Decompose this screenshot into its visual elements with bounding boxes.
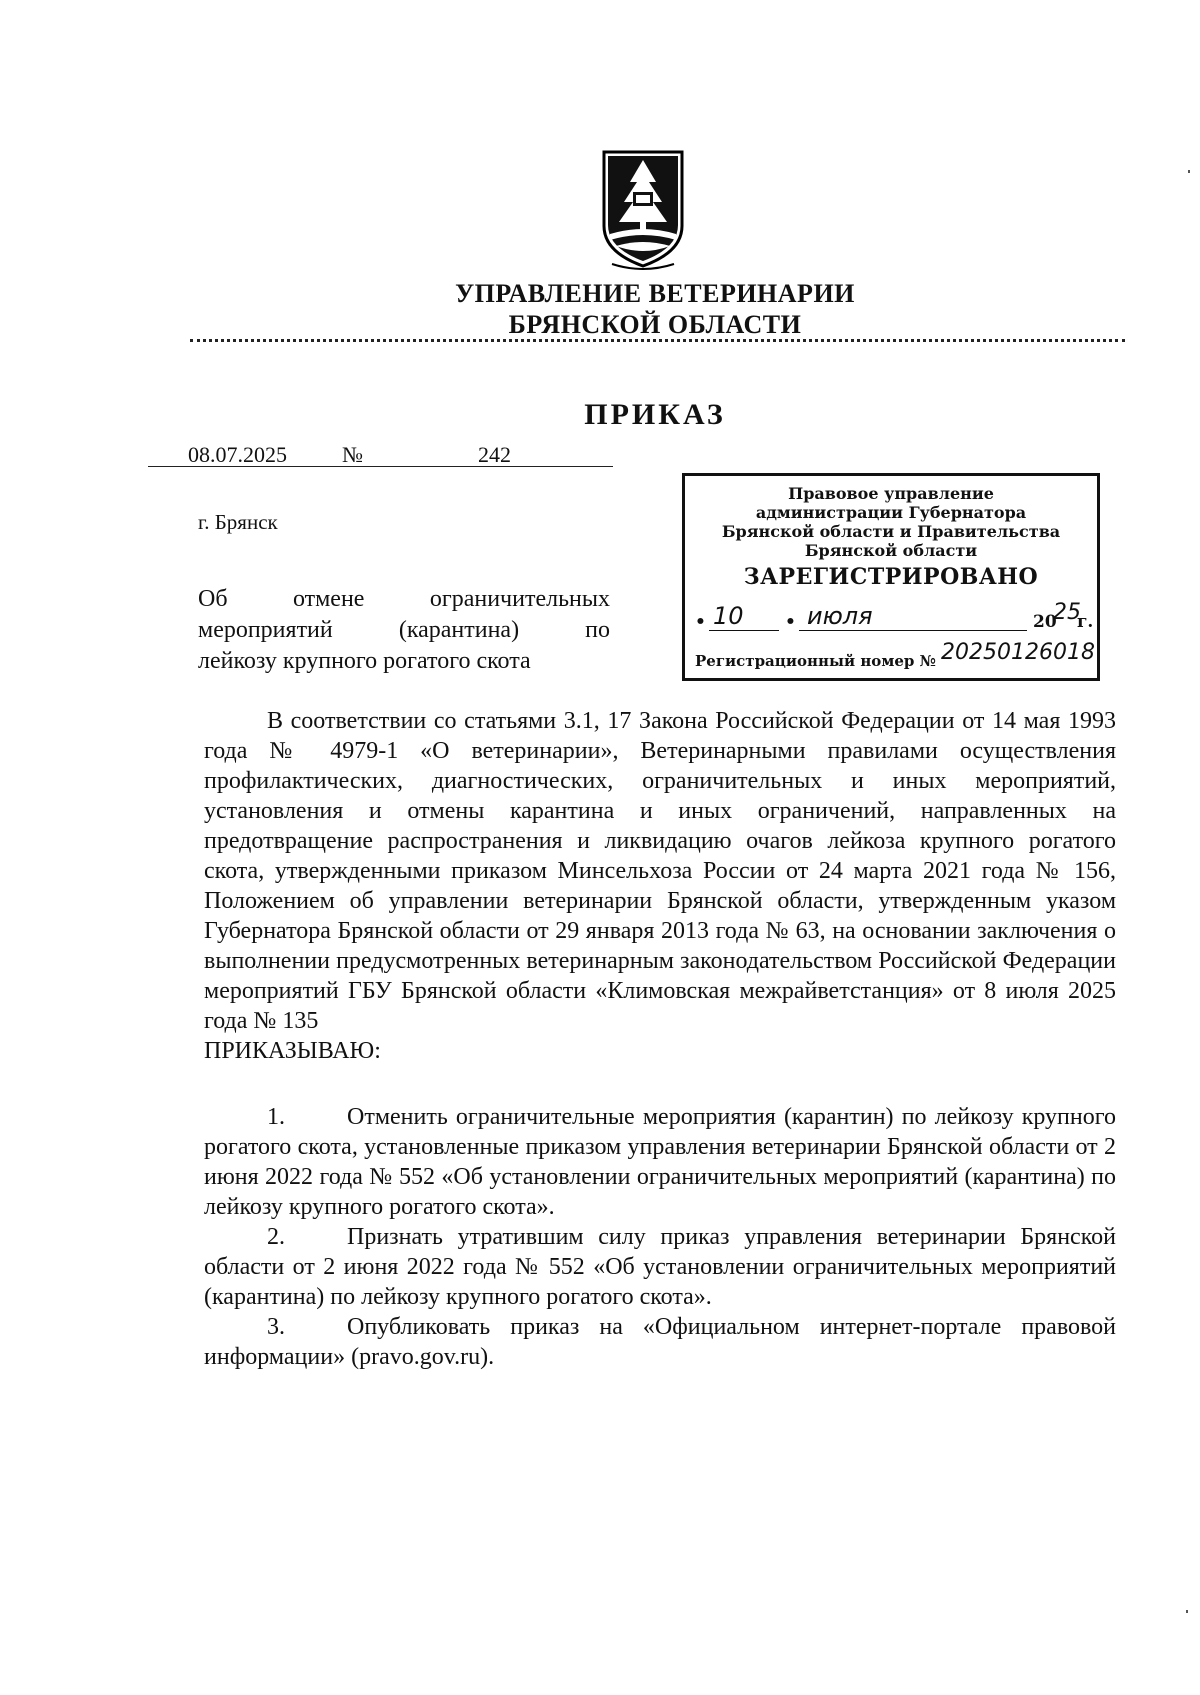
preamble-paragraph: В соответствии со статьями 3.1, 17 Закона Российской Федерации от 14 мая 1993 года № 4979-1 «О ветеринарии», Ветеринарными правилами осуществления профилактических, диагностических, ограничительных и иных мероприятий, установления и отмены карантина и иных ограничений, направленных на предотвращение распространения и ликвидацию очагов лейкоза крупного рогатого скота, утвержденными приказом Минсельхоза России от 24 марта 2021 года № 156, Положением об управлении ветеринарии Брянской области, утвержденным указом Губернатора Брянской области от 29 января 2013 года № 63, на основании заключения о выполнении предусмотренных ветеринарным законодательством Российской Федерации мероприятий ГБУ Брянской области «Климовская межрайветстанция» от 8 июля 2025 года № 135 xyxy=(204,708,1116,1034)
stamp-registered-label: ЗАРЕГИСТРИРОВАНО xyxy=(743,564,1039,590)
order-item-text: Опубликовать приказ на «Официальном интернет-портале правовой информации» (pravo.gov.ru). xyxy=(204,1314,1116,1370)
subject-line: Об отмене ограничительных xyxy=(198,586,610,612)
subject-line: лейкозу крупного рогатого скота xyxy=(198,648,531,674)
order-item xyxy=(204,1222,1116,1312)
coat-of-arms-emblem xyxy=(600,148,686,274)
stamp-month: июля xyxy=(807,602,873,630)
stamp-reg-number: 20250126018 xyxy=(941,640,1095,665)
stamp-line: Правовое управление xyxy=(788,484,994,503)
order-items-list xyxy=(204,1102,1116,1372)
stamp-year-suffix: 25 xyxy=(1053,600,1081,625)
document-date: 08.07.2025 xyxy=(188,442,287,467)
document-title: ПРИКАЗ xyxy=(584,398,726,431)
stamp-line: Брянской области xyxy=(804,541,978,560)
scan-speck xyxy=(1188,170,1190,173)
document-body xyxy=(204,706,1116,1372)
stamp-line: Брянской области и Правительства xyxy=(721,522,1061,541)
document-subject xyxy=(198,584,610,677)
order-item-number: 1. xyxy=(267,1104,285,1130)
order-item xyxy=(204,1102,1116,1222)
order-item-number: 3. xyxy=(267,1314,285,1340)
number-sign: № xyxy=(342,442,363,467)
document-number: 242 xyxy=(478,442,511,467)
order-item xyxy=(204,1312,1116,1372)
stamp-year-prefix: 20 xyxy=(1033,612,1057,632)
registration-stamp xyxy=(682,473,1100,681)
organization-name-line1: УПРАВЛЕНИЕ ВЕТЕРИНАРИИ xyxy=(455,279,855,308)
organization-name-line2: БРЯНСКОЙ ОБЛАСТИ xyxy=(508,310,802,339)
stamp-reg-label: Регистрационный номер № xyxy=(695,652,936,670)
stamp-line: администрации Губернатора xyxy=(755,503,1027,522)
stamp-day: 10 xyxy=(713,602,744,630)
order-item-text: Признать утратившим силу приказ управления ветеринарии Брянской области от 2 июня 2022 года № 552 «Об установлении ограничительных мероприятий (карантина) по лейкозу крупного рогатого скота». xyxy=(204,1224,1116,1310)
scan-speck xyxy=(1186,1610,1188,1613)
subject-line: мероприятий (карантина) по xyxy=(198,617,610,643)
order-item-text: Отменить ограничительные мероприятия (карантин) по лейкозу крупного рогатого скота, установленные приказом управления ветеринарии Брянской области от 2 июня 2022 года № 552 «Об установлении ограничительных мероприятий (карантина) по лейкозу крупного рогатого скота». xyxy=(204,1104,1116,1220)
header-dotted-divider xyxy=(190,339,1125,342)
order-word: ПРИКАЗЫВАЮ: xyxy=(204,1038,381,1064)
date-number-underline xyxy=(148,466,613,467)
stamp-year-unit: г. xyxy=(1077,612,1094,632)
stamp-date-row: • 10 • июля 20 25 г. xyxy=(695,600,1094,632)
stamp-registration-row xyxy=(691,640,1095,676)
order-item-number: 2. xyxy=(267,1224,285,1250)
document-city: г. Брянск xyxy=(198,510,278,534)
